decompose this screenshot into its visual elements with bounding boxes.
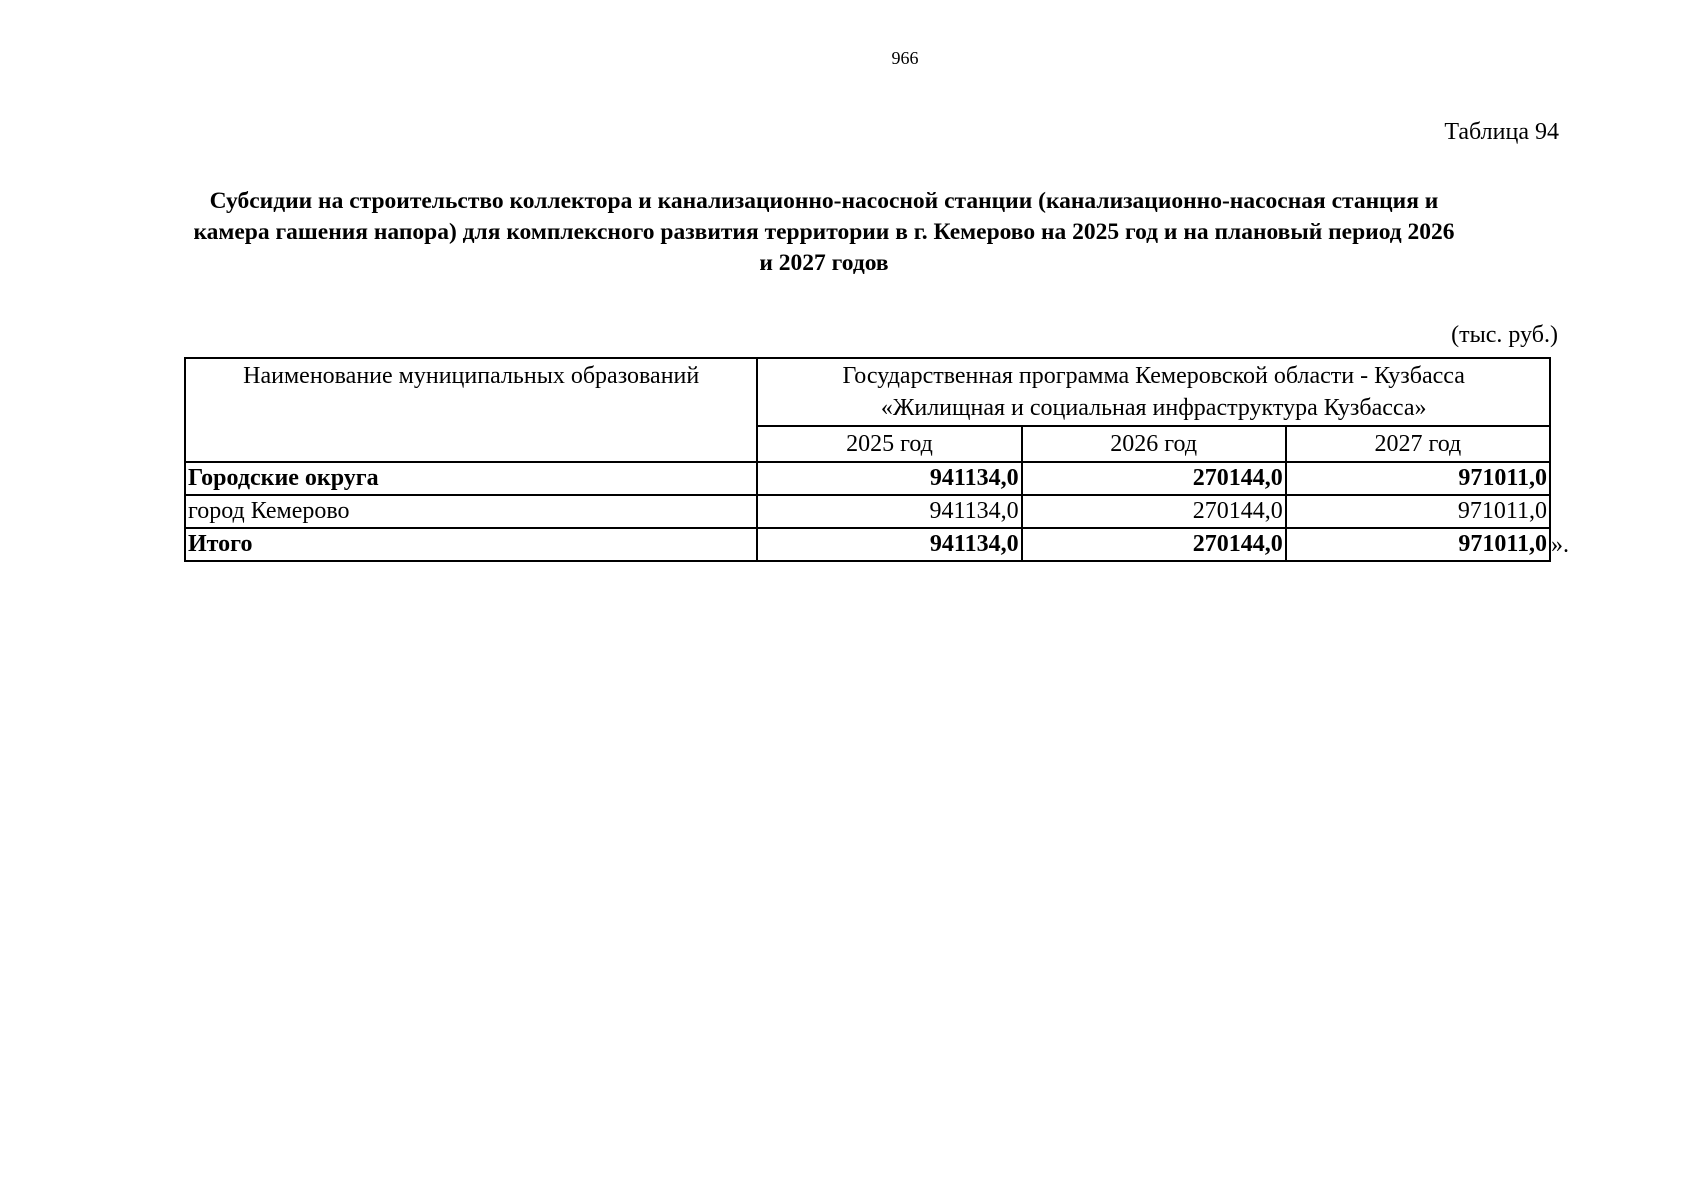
subsidies-table — [184, 357, 1551, 562]
header-program — [757, 358, 1550, 426]
header-year-2027: 2027 год — [1286, 426, 1550, 462]
row-value-2027: 971011,0 — [1286, 528, 1550, 561]
header-program-line1: Государственная программа Кемеровской области - Кузбасса — [842, 363, 1465, 389]
row-value-2025: 941134,0 — [757, 528, 1021, 561]
row-name: город Кемерово — [185, 495, 757, 528]
row-name: Итого — [185, 528, 757, 561]
table-row — [185, 495, 1550, 528]
table-row — [185, 462, 1550, 495]
table-header-row — [185, 358, 1550, 426]
header-year-2026: 2026 год — [1022, 426, 1286, 462]
document-title: Субсидии на строительство коллектора и канализационно-насосной станции (канализационно-насосная станция и камера гашения напора) для комплексного развития территории в г. Кемерово на 2025 год и на плановый период 2026 и 2027 годов — [193, 188, 1455, 276]
row-value-2026: 270144,0 — [1022, 495, 1286, 528]
row-name: Городские округа — [185, 462, 757, 495]
row-value-2027: 971011,0 — [1286, 462, 1550, 495]
table-total-row — [185, 528, 1550, 561]
row-value-2025: 941134,0 — [757, 495, 1021, 528]
row-value-2025: 941134,0 — [757, 462, 1021, 495]
units-label: (тыс. руб.) — [1451, 322, 1558, 348]
row-value-2027: 971011,0 — [1286, 495, 1550, 528]
row-value-2026: 270144,0 — [1022, 462, 1286, 495]
header-year-2025: 2025 год — [757, 426, 1021, 462]
table-label: Таблица 94 — [1444, 119, 1559, 145]
header-municipality-name: Наименование муниципальных образований — [185, 358, 757, 462]
row-value-2026: 270144,0 — [1022, 528, 1286, 561]
header-program-line2: «Жилищная и социальная инфраструктура Кузбасса» — [880, 395, 1427, 421]
page-number: 966 — [891, 48, 919, 68]
closing-quote-mark: ». — [1551, 532, 1569, 558]
